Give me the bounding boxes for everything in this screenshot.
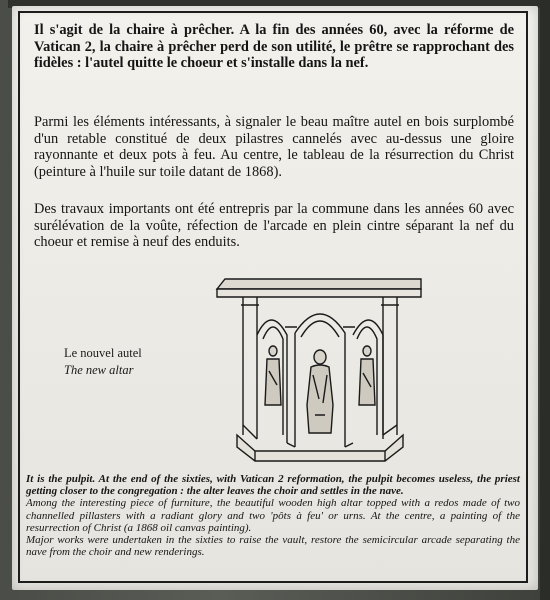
- english-intro: It is the pulpit. At the end of the sixties, with Vatican 2 reformation, the pulpit becomes useless, the priest getting closer to the congregation : the alter leaves the choir and settles in the nave.: [26, 473, 520, 498]
- english-translation: [26, 473, 520, 558]
- caption-french: Le nouvel autel: [64, 346, 142, 360]
- french-altar-text: Parmi les éléments intéressants, à signaler le beau maître autel en bois surplombé d'un retable constitué de deux pilastres cannelés avec au-dessus une gloire rayonnante et deux pots à feu. Au centre, le tableau de la résurrection du Christ (peinture à l'huile sur toile datant de 1868).: [34, 114, 514, 180]
- french-works-text: Des travaux importants ont été entrepris par la commune dans les années 60 avec surélévation de la voûte, réfection de l'arcade en plein cintre séparant la nef du choeur et remise à neuf des enduits.: [34, 201, 514, 250]
- altar-drawing-icon: [215, 275, 425, 463]
- information-board: [12, 6, 538, 590]
- english-works-text: Major works were undertaken in the sixties to raise the vault, restore the semicircular arcade separating the nave from the choir and new renderings.: [26, 534, 520, 559]
- frame-right: [540, 0, 550, 600]
- caption-english: The new altar: [64, 363, 134, 377]
- frame-left: [0, 0, 8, 600]
- english-altar-text: Among the interesting piece of furniture, the beautiful wooden high altar topped with a redos made of two channelled pillasters with a radiant glory and two 'pôts à feu' or urns. At the centre, a painting of the resurrection of Christ (a 1868 oil canvas painting).: [26, 497, 520, 534]
- french-intro: Il s'agit de la chaire à prêcher. A la fin des années 60, avec la réforme de Vatican 2, la chaire à prêcher perd de son utilité, le prêtre se rapprochant des fidèles : l'autel quitte le choeur et s'installe dans la nef.: [34, 22, 514, 71]
- text-panel: [18, 11, 528, 583]
- illustration-caption: [64, 345, 142, 379]
